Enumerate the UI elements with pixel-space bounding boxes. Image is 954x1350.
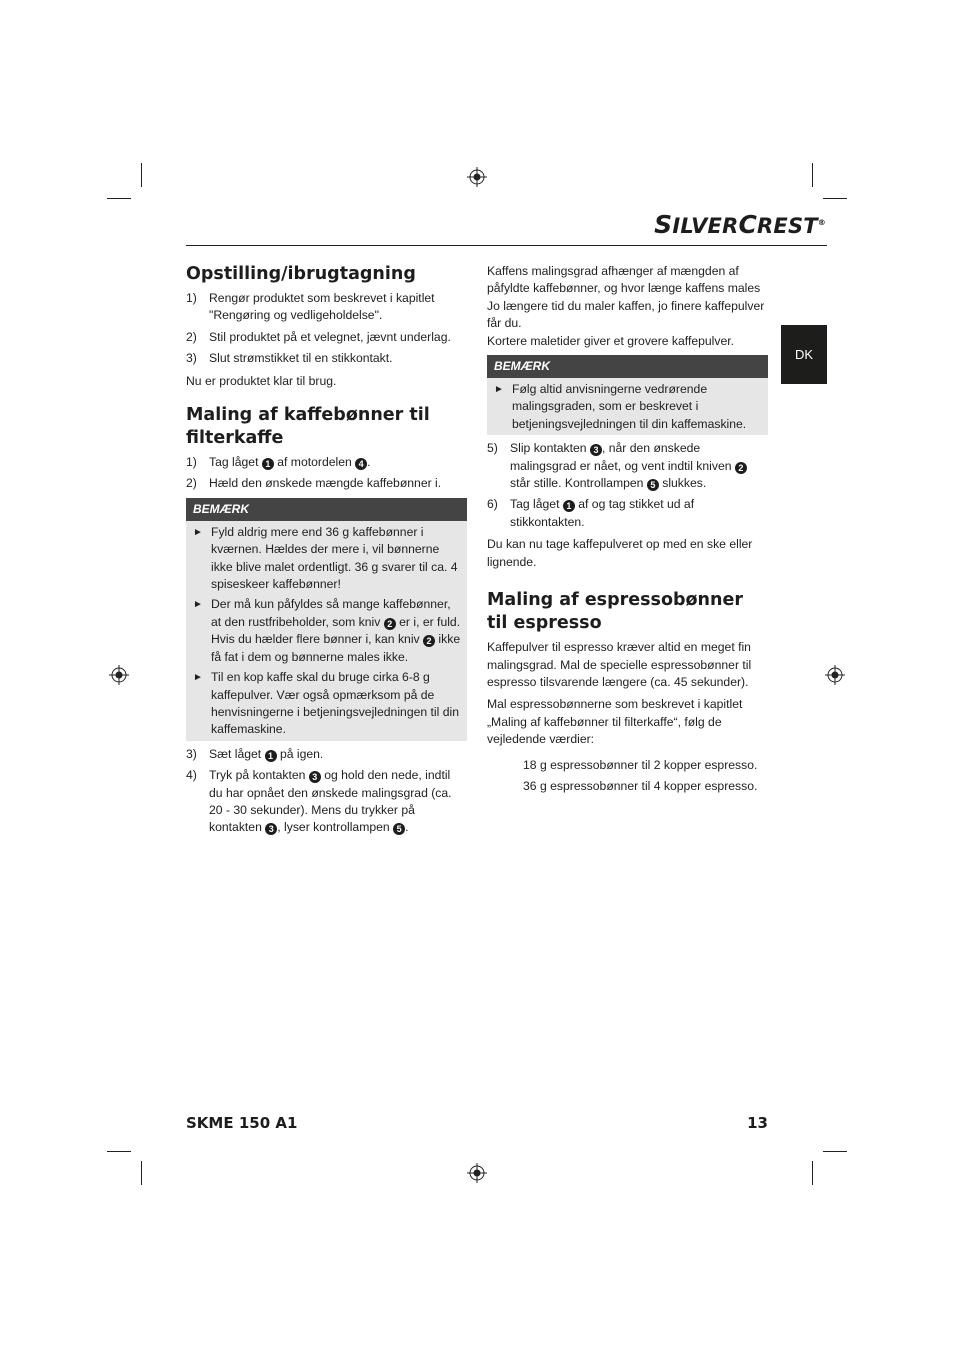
step-text: Hæld den ønskede mængde kaffebønner i. [209, 476, 442, 491]
logo-initial: C [738, 210, 758, 239]
logo-text: ILVER [672, 214, 739, 238]
note-bullet [186, 596, 467, 666]
logo-text: REST [757, 214, 818, 238]
note-box [186, 498, 467, 741]
crop-mark [812, 163, 813, 187]
right-column [487, 263, 768, 799]
crop-mark [823, 198, 847, 199]
list-item [186, 454, 467, 471]
step-number: 2) [186, 476, 197, 491]
note-heading: BEMÆRK [487, 355, 768, 378]
step-number: 3) [186, 351, 197, 366]
page-number: 13 [747, 1114, 768, 1132]
note-bullet [487, 381, 768, 433]
value-line: 36 g espressobønner til 4 kopper espresso. [523, 778, 758, 793]
filter-steps-end [487, 440, 768, 531]
step-text: og hold den nede, indtil du har opnået den ønskede malingsgrad (ca. 20 - 30 sekunder). Mens du trykker på kontakten [209, 768, 452, 835]
step-number: 5) [487, 441, 498, 456]
step-text: står stille. Kontrollampen [510, 476, 647, 491]
crop-mark [107, 198, 131, 199]
step-text: slukkes. [658, 476, 707, 491]
step-number: 2) [186, 329, 197, 344]
note-box [487, 355, 768, 435]
step-number: 4) [186, 768, 197, 783]
callout-badge: 5 [393, 823, 405, 835]
list-item [186, 329, 467, 346]
bullet-text: Til en kop kaffe skal du bruge cirka 6-8 g kaffepulver. Vær også opmærksom på de henvisningerne i betjeningsvejledningen til din kaffemaskine. [211, 670, 459, 737]
callout-badge: 3 [590, 444, 602, 456]
filter-steps-cont [186, 746, 467, 837]
callout-badge: 1 [563, 500, 575, 512]
step-number: 6) [487, 497, 498, 512]
crop-mark [812, 1161, 813, 1185]
arrow-icon: ► [193, 672, 203, 684]
section-title: Opstilling/ibrugtagning [186, 264, 416, 284]
registration-mark-icon [825, 665, 845, 685]
paragraph: Kaffens malingsgrad afhænger af mængden af påfyldte kaffebønner, og hvor længe kaffens males Jo længere tid du maler kaffen, jo finere kaffepulver får du. [487, 264, 765, 331]
callout-badge: 5 [647, 479, 659, 491]
crop-mark [141, 1161, 142, 1185]
step-text: . [405, 820, 409, 835]
step-text: Stil produktet på et velegnet, jævnt underlag. [209, 329, 451, 344]
registration-mark-icon [109, 665, 129, 685]
callout-badge: 1 [262, 458, 274, 470]
callout-badge: 2 [423, 635, 435, 647]
crop-mark [141, 163, 142, 187]
callout-badge: 1 [265, 750, 277, 762]
value-line: 18 g espressobønner til 2 kopper espresso. [523, 757, 758, 772]
section-title [487, 589, 768, 635]
callout-badge: 4 [355, 458, 367, 470]
bullet-text: Følg altid anvisningerne vedrørende malingsgraden, som er beskrevet i betjeningsvejledningen til din kaffemaskine. [512, 382, 747, 431]
brand-logo [654, 210, 826, 239]
registration-mark-icon [467, 1163, 487, 1183]
list-item [186, 767, 467, 837]
setup-steps [186, 290, 467, 368]
step-text: af motordelen [273, 455, 356, 470]
list-item [487, 440, 768, 492]
note-bullet [186, 669, 467, 739]
bullet-text: Der må kun påfyldes så mange kaffebønner, at den rustfribeholder, som kniv [211, 597, 451, 629]
arrow-icon: ► [193, 526, 203, 538]
step-text: Tryk på kontakten [209, 768, 309, 783]
bullet-text: ikke få fat i dem og bønnerne males ikke. [211, 632, 461, 664]
step-text: . [367, 455, 371, 470]
title-line: Maling af espressobønner [487, 590, 743, 611]
callout-badge: 3 [265, 823, 277, 835]
paragraph: Nu er produktet klar til brug. [186, 373, 337, 388]
step-number: 3) [186, 746, 197, 761]
step-text: Slut strømstikket til en stikkontakt. [209, 351, 393, 366]
filter-steps [186, 454, 467, 493]
note-bullet [186, 524, 467, 594]
title-line: filterkaffe [186, 428, 284, 449]
footer-model: SKME 150 A1 [186, 1114, 298, 1132]
step-text: , lyser kontrollampen [277, 820, 394, 835]
callout-badge: 2 [384, 618, 396, 630]
title-line: Maling af kaffebønner til [186, 405, 430, 426]
left-column [186, 263, 467, 842]
registration-mark-icon [467, 167, 487, 187]
crop-mark [107, 1151, 131, 1152]
logo-initial: S [654, 210, 673, 239]
bullet-text: Fyld aldrig mere end 36 g kaffebønner i kværnen. Hældes der mere i, vil bønnerne ikke blive malet ordentligt. 36 g svarer til ca. 4 spiseskeer kaffebønner! [211, 524, 458, 592]
callout-badge: 3 [309, 771, 321, 783]
callout-badge: 2 [735, 462, 747, 474]
crop-mark [823, 1151, 847, 1152]
language-tab: DK [781, 325, 827, 384]
paragraph: Kaffepulver til espresso kræver altid en meget fin malingsgrad. Mal de specielle espressobønner til espresso tilsvarende længere (ca. 45 sekunder). [487, 640, 752, 689]
paragraph: Du kan nu tage kaffepulveret op med en ske eller lignende. [487, 537, 753, 569]
header-rule [186, 245, 827, 246]
step-number: 1) [186, 291, 197, 305]
registered-mark: ® [817, 218, 826, 227]
list-item [186, 746, 467, 763]
bullet-text: er i, er fuld. Hvis du hælder flere bønner i, kan kniv [211, 614, 461, 647]
step-text: Rengør produktet som beskrevet i kapitlet "Rengøring og vedligeholdelse". [209, 291, 435, 323]
step-text: , når den ønskede malingsgrad er nået, og vent indtil kniven [510, 441, 735, 473]
note-heading: BEMÆRK [186, 498, 467, 521]
step-text: Tag låget [209, 455, 262, 470]
list-item [186, 350, 467, 367]
step-number: 1) [186, 455, 197, 470]
section-title [186, 404, 467, 450]
list-item [487, 496, 768, 531]
list-item [186, 475, 467, 492]
step-text: Slip kontakten [510, 441, 590, 456]
paragraph: Kortere maletider giver et grovere kaffepulver. [487, 333, 735, 348]
title-line: til espresso [487, 613, 602, 634]
step-text: Tag låget [510, 497, 563, 512]
step-text: på igen. [276, 746, 324, 761]
step-text: af og tag stikket ud af stikkontakten. [510, 497, 695, 529]
arrow-icon: ► [494, 384, 504, 396]
step-text: Sæt låget [209, 746, 265, 761]
list-item [186, 290, 467, 325]
paragraph: Mal espressobønnerne som beskrevet i kapitlet „Maling af kaffebønner til filterkaffe“, følg de vejledende værdier: [487, 697, 743, 747]
arrow-icon: ► [193, 599, 203, 611]
